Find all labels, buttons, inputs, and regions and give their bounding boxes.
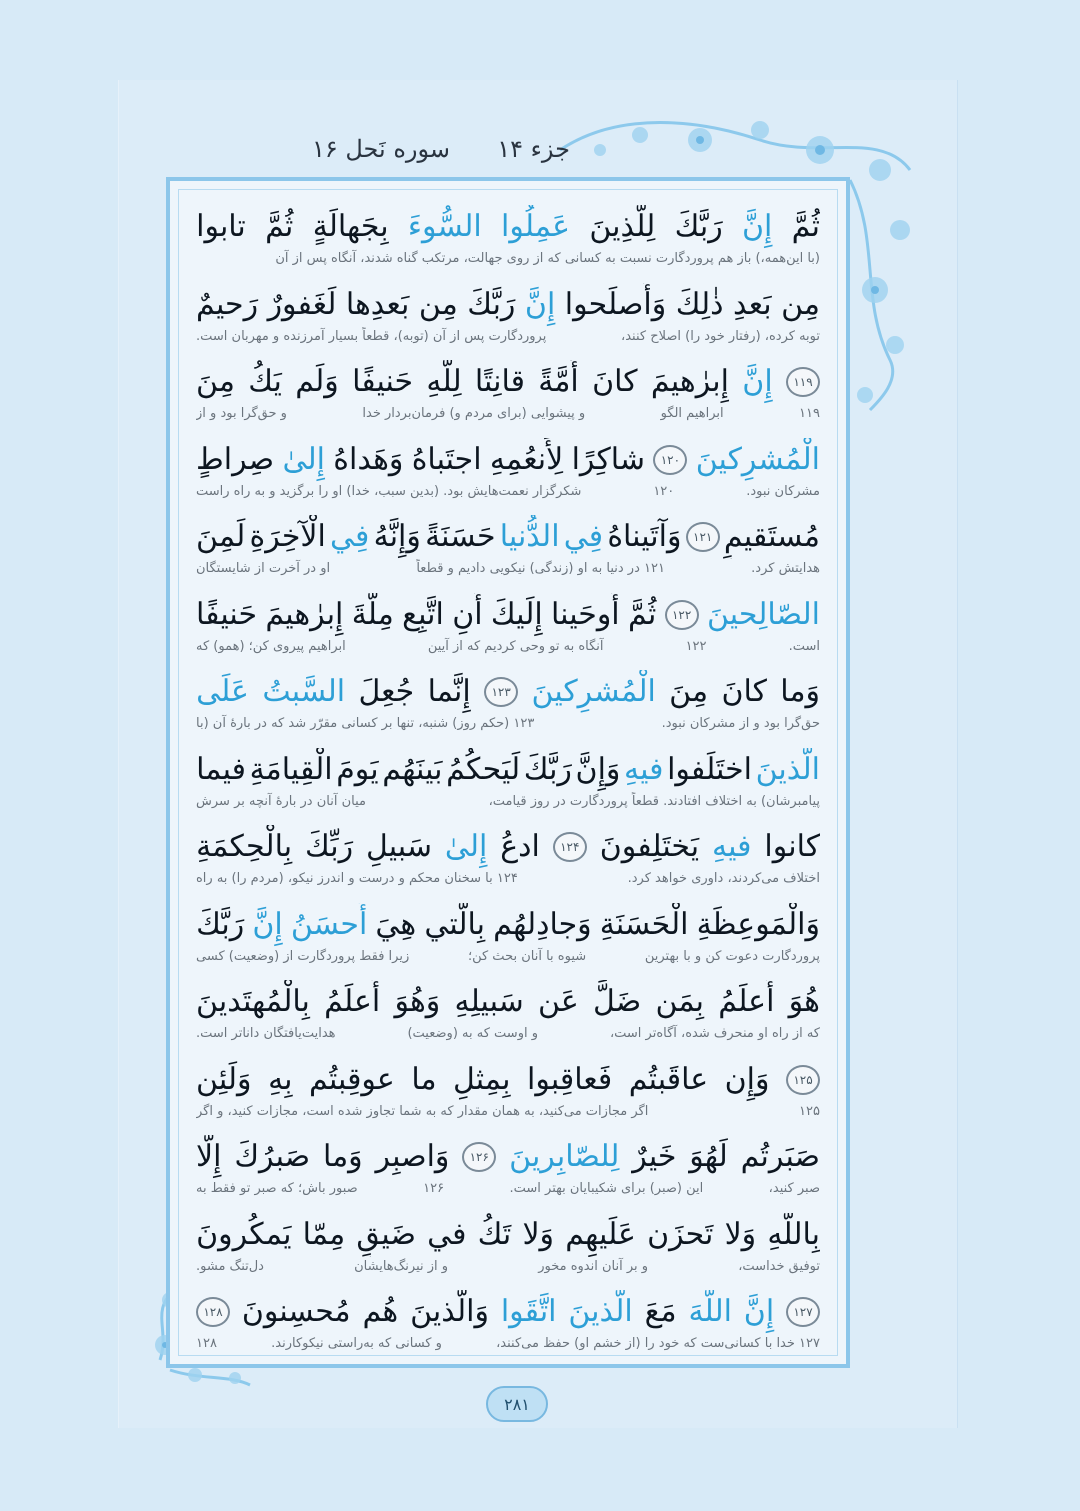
page-number: ۲۸۱	[486, 1386, 548, 1422]
arabic-word: وَإِنَّ	[575, 751, 621, 787]
arabic-word: اتَّقَوا	[500, 1294, 557, 1329]
arabic-text	[196, 438, 820, 482]
arabic-word: بِهِ	[268, 1061, 293, 1097]
arabic-word: وَاصبِر	[375, 1139, 450, 1174]
arabic-word: الْمُشرِكينَ	[695, 441, 820, 477]
arabic-word: عاقَبتُم	[628, 1061, 709, 1097]
arabic-word: لَيَحكُمُ	[446, 751, 521, 787]
verse-line	[196, 1290, 820, 1368]
translation-segment: پروردگارت پس از آن (توبه)، قطعاً بسیار آمرزنده و مهربان است.	[196, 328, 547, 344]
arabic-word: وَإِن	[724, 1061, 770, 1097]
translation-segment: آنگاه به تو وحی کردیم که از آیین	[427, 638, 604, 654]
persian-translation	[196, 482, 820, 504]
arabic-word: عَلَى	[196, 674, 249, 709]
arabic-word: لِلصّابِرينَ	[509, 1139, 620, 1174]
arabic-word: إِلَيكَ	[490, 596, 543, 632]
arabic-word: مِن	[781, 286, 820, 322]
arabic-word: وَلَئِن	[196, 1061, 252, 1097]
translation-segment: و پیشوایی (برای مردم و) فرمان‌بردار خدا	[362, 406, 586, 421]
ayah-number-marker: ۱۲۸	[196, 1297, 230, 1327]
arabic-word: مُحسِنونَ	[241, 1294, 351, 1329]
translation-segment: صبور باش؛ که صبر تو فقط به	[196, 1181, 358, 1196]
arabic-word: فيهِ	[624, 751, 664, 787]
arabic-word: حَنيفًا	[352, 364, 414, 399]
translation-segment: ۱۲۳ (حکم روز) شنبه، تنها بر کسانی مقرّر شد که در بارهٔ آن (با	[196, 716, 535, 731]
persian-translation	[196, 869, 820, 891]
translation-segment: زیرا فقط پروردگارت از (وضعیت) کسی	[196, 948, 410, 964]
ayah-number-marker: ۱۲۱	[686, 522, 720, 552]
arabic-word: لَمِنَ	[196, 519, 246, 554]
arabic-word: إِنَّ	[743, 1294, 775, 1329]
arabic-word: مِلَّةَ	[351, 596, 394, 632]
arabic-word: وَلا	[724, 1216, 757, 1252]
translation-segment: شکرگزار نعمت‌هایش بود. (بدین سبب، خدا) او را برگزید و به راه راست	[196, 483, 582, 499]
verse-line	[196, 1135, 820, 1213]
arabic-word: مِمّا	[302, 1216, 346, 1252]
arabic-word: وَلا	[522, 1216, 555, 1252]
arabic-word: الَّذينَ	[568, 1294, 633, 1329]
arabic-word: أُمَّةً	[538, 364, 579, 399]
arabic-word: تَكُ	[477, 1216, 512, 1252]
arabic-word: الصّالِحينَ	[706, 596, 820, 632]
arabic-word: خَيرٌ	[632, 1139, 677, 1174]
arabic-word: سَبيلِهِ	[454, 984, 524, 1019]
arabic-word: بِمَن	[655, 984, 705, 1019]
arabic-word: يَكُ	[248, 364, 282, 399]
arabic-word: ذٰلِكَ	[675, 286, 724, 322]
arabic-word: حَسَنَةً	[425, 519, 496, 554]
page-header	[300, 135, 600, 171]
arabic-text	[196, 903, 820, 947]
arabic-word: فيما	[196, 751, 246, 787]
arabic-word: يَختَلِفونَ	[599, 829, 700, 864]
translation-segment: اگر مجازات می‌کنید، به همان مقدار که به شما تجاوز شده است، مجازات کنید، و اگر	[196, 1103, 649, 1119]
translation-segment: دل‌تنگ مشو.	[196, 1258, 264, 1274]
arabic-word: ثُمَّ	[265, 209, 294, 244]
arabic-word: فيهِ	[712, 829, 752, 864]
arabic-text	[196, 1290, 820, 1334]
arabic-word: وَالْمَوعِظَةِ	[696, 906, 820, 942]
arabic-word: بِالْحِكمَةِ	[196, 829, 293, 864]
arabic-word: أَحسَنُ	[290, 906, 368, 942]
translation-segment: ۱۲۶	[423, 1181, 445, 1196]
translation-segment: میان آنان در بارهٔ آنچه بر سرش	[196, 793, 366, 809]
persian-translation	[196, 637, 820, 659]
persian-translation	[196, 327, 820, 349]
arabic-word: لَهُوَ	[689, 1139, 728, 1174]
arabic-text	[196, 1058, 820, 1102]
verse-line	[196, 593, 820, 671]
ayah-number-marker: ۱۲۶	[462, 1142, 496, 1172]
translation-segment: پروردگارت دعوت کن و با بهترین	[644, 948, 820, 964]
translation-segment: ۱۲۲	[685, 638, 707, 654]
arabic-word: رَبَّكَ	[674, 209, 723, 244]
arabic-word: بَعدِ	[733, 286, 772, 322]
arabic-word: حَنيفًا	[196, 596, 257, 632]
translation-segment: او در آخرت از شایستگان	[196, 561, 331, 576]
arabic-word: لَغَفورٌ	[267, 286, 337, 322]
ayah-number-marker: ۱۲۷	[786, 1297, 820, 1327]
verse-line	[196, 283, 820, 361]
arabic-word: وَأَصلَحوا	[564, 286, 667, 322]
verse-lines	[196, 205, 820, 1368]
arabic-text	[196, 980, 820, 1024]
ayah-number-marker: ۱۱۹	[786, 367, 820, 397]
arabic-word: رَبَّكَ	[523, 751, 572, 787]
arabic-word: كانَ	[592, 364, 638, 399]
persian-translation	[196, 792, 820, 814]
translation-segment: ۱۲۵	[799, 1103, 820, 1119]
arabic-word: إِنَّ	[252, 906, 283, 942]
translation-segment: ۱۲۷ خدا با کسانی‌ست که خود را (از خشم او) حفظ می‌کنند،	[496, 1336, 820, 1351]
arabic-word: صِراطٍ	[196, 441, 275, 477]
translation-segment: هدایتش کرد.	[751, 561, 820, 576]
translation-segment: صبر کنید،	[768, 1181, 820, 1196]
arabic-word: تابوا	[196, 209, 246, 244]
arabic-word: أَنِ	[452, 596, 483, 632]
arabic-text	[196, 1135, 820, 1179]
arabic-word: إِلىٰ	[282, 441, 325, 477]
arabic-word: لِلَّهِ	[426, 364, 462, 399]
arabic-word: كانوا	[764, 829, 820, 864]
arabic-word: وَلَم	[295, 364, 339, 399]
arabic-word: جُعِلَ	[358, 674, 415, 709]
arabic-word: بَعدِها	[345, 286, 410, 322]
arabic-word: أَعلَمُ	[718, 984, 775, 1019]
arabic-word: رَبِّكَ	[304, 829, 354, 864]
arabic-word: اختَلَفوا	[667, 751, 752, 787]
translation-segment: و کسانی که به‌راستی نیکوکارند.	[271, 1336, 442, 1351]
arabic-word: يَومَ	[336, 751, 379, 787]
translation-segment: و حق‌گرا بود و از	[196, 406, 287, 421]
arabic-word: الْحَسَنَةِ	[599, 906, 689, 942]
arabic-word: عوقِبتُم	[309, 1061, 395, 1097]
translation-segment: توفیق خداست،	[738, 1258, 820, 1274]
arabic-word: رَبَّكَ	[467, 286, 516, 322]
arabic-word: هِيَ	[375, 906, 417, 942]
translation-segment: مشرکان نبود.	[746, 483, 820, 499]
arabic-word: فَعاقِبوا	[527, 1061, 613, 1097]
arabic-text	[196, 670, 820, 714]
arabic-word: السُّوءَ	[407, 209, 482, 244]
translation-segment: ۱۲۴ با سخنان محکم و درست و اندرز نیکو، (مردم را) به راه	[196, 871, 518, 886]
arabic-word: الدُّنيا	[499, 519, 560, 554]
arabic-word: إِبرٰهيمَ	[650, 364, 729, 399]
arabic-word: بَينَهُم	[382, 751, 443, 787]
translation-segment: که از راه او منحرف شده، آگاه‌تر است،	[609, 1026, 820, 1041]
verse-line	[196, 205, 820, 283]
translation-segment: ۱۲۰	[653, 483, 675, 499]
verse-line	[196, 748, 820, 826]
translation-segment: ابراهیم الگو	[660, 406, 724, 421]
arabic-word: وَالَّذينَ	[410, 1294, 489, 1329]
arabic-word: بِجَهالَةٍ	[312, 209, 389, 244]
arabic-text	[196, 515, 820, 559]
arabic-word: مُستَقيمٍ	[723, 519, 820, 554]
translation-segment: ابراهیم پیروی کن؛ (همو) که	[196, 638, 346, 654]
arabic-word: رَحيمٌ	[196, 286, 259, 322]
translation-segment: ۱۲۸	[196, 1336, 217, 1351]
arabic-word: إِلّا	[196, 1139, 222, 1174]
persian-translation	[196, 559, 820, 581]
arabic-word: إِلىٰ	[444, 829, 488, 864]
translation-segment: توبه کرده، (رفتار خود را) اصلاح کنند،	[621, 328, 820, 344]
translation-segment: و بر آنان اندوه مخور	[538, 1258, 649, 1274]
arabic-word: مِنَ	[669, 674, 709, 709]
persian-translation	[196, 947, 820, 969]
arabic-word: شاكِرًا	[571, 441, 646, 477]
ayah-number-marker: ۱۲۴	[553, 832, 587, 862]
arabic-text	[196, 205, 820, 249]
arabic-word: اتَّبِع	[402, 596, 444, 632]
arabic-word: بِمِثلِ	[453, 1061, 511, 1097]
arabic-word: إِنَّ	[524, 286, 556, 322]
translation-segment: ۱۲۱ در دنیا به او (زندگی) نیکویی دادیم و قطعاً	[416, 561, 665, 576]
arabic-word: بِالْمُهتَدينَ	[196, 984, 310, 1019]
verse-line	[196, 438, 820, 516]
translation-segment: شیوه با آنان بحث کن؛	[467, 948, 587, 964]
arabic-word: ثُمَّ	[791, 209, 820, 244]
arabic-word: مِنَ	[196, 364, 235, 399]
arabic-word: مِن	[418, 286, 458, 322]
verse-line	[196, 1058, 820, 1136]
arabic-word: ما	[411, 1061, 437, 1097]
arabic-word: تَحزَن	[647, 1216, 714, 1252]
arabic-word: الْآخِرَةِ	[249, 519, 326, 554]
arabic-word: وَإِنَّهُ	[373, 519, 421, 554]
arabic-word: كانَ	[721, 674, 767, 709]
translation-segment: اختلاف می‌کردند، داوری خواهد کرد.	[627, 871, 820, 886]
arabic-word: عَن	[538, 984, 579, 1019]
persian-translation	[196, 1024, 820, 1046]
arabic-word: يَمكُرونَ	[196, 1216, 292, 1252]
arabic-word: اجتَباهُ	[411, 441, 482, 477]
arabic-word: وَهَداهُ	[333, 441, 404, 477]
translation-segment: (با این‌همه،) باز هم پروردگارت نسبت به کسانی که از روی جهالت، مرتکب گناه شدند، آنگاه پس از آن	[275, 251, 820, 266]
arabic-word: هُم	[362, 1294, 399, 1329]
translation-segment: است.	[788, 638, 820, 654]
arabic-word: إِنَّ	[742, 364, 773, 399]
translation-segment: هدایت‌یافتگان داناتر است.	[196, 1026, 336, 1041]
arabic-word: فِي	[563, 519, 604, 554]
verse-line	[196, 670, 820, 748]
arabic-word: عَلَيهِم	[565, 1216, 636, 1252]
arabic-word: عَمِلُوا	[501, 209, 571, 244]
arabic-text	[196, 748, 820, 792]
arabic-word: صَبرُكَ	[234, 1139, 311, 1174]
arabic-word: أَعلَمُ	[324, 984, 381, 1019]
verse-line	[196, 515, 820, 593]
translation-segment: حق‌گرا بود و از مشرکان نبود.	[661, 716, 820, 731]
arabic-text	[196, 593, 820, 637]
arabic-word: مَعَ	[644, 1294, 677, 1329]
persian-translation	[196, 1179, 820, 1201]
arabic-word: فِي	[330, 519, 370, 554]
arabic-word: وَجادِلهُم	[493, 906, 592, 942]
ayah-number-marker: ۱۲۰	[653, 445, 687, 475]
translation-segment: این (صبر) برای شکیبایان بهتر است.	[509, 1181, 704, 1196]
persian-translation	[196, 1102, 820, 1124]
arabic-word: لِلَّذِينَ	[589, 209, 656, 244]
translation-segment: پیامبرشان) به اختلاف افتادند. قطعاً پروردگارت در روز قیامت،	[488, 793, 820, 809]
arabic-word: قانِتًا	[474, 364, 525, 399]
arabic-word: وَهُوَ	[394, 984, 441, 1019]
verse-line	[196, 825, 820, 903]
arabic-word: صَبَرتُم	[740, 1139, 820, 1174]
arabic-word: اللَّهَ	[688, 1294, 732, 1329]
arabic-word: ثُمَّ	[627, 596, 657, 632]
arabic-word: ادعُ	[500, 829, 540, 864]
arabic-text	[196, 825, 820, 869]
verse-line	[196, 980, 820, 1058]
arabic-word: وَآتَيناهُ	[607, 519, 682, 554]
arabic-word: في	[427, 1216, 467, 1252]
arabic-word: رَبَّكَ	[196, 906, 245, 942]
arabic-word: الْقِيامَةِ	[249, 751, 333, 787]
ayah-number-marker: ۱۲۲	[665, 600, 699, 630]
arabic-word: الَّذينَ	[755, 751, 820, 787]
arabic-word: ضَلَّ	[593, 984, 642, 1019]
translation-segment: ۱۱۹	[799, 406, 820, 421]
arabic-word: بِالَّتي	[424, 906, 486, 942]
persian-translation	[196, 249, 820, 271]
arabic-word: بِاللَّهِ	[767, 1216, 820, 1252]
arabic-word: إِنَّ	[742, 209, 773, 244]
arabic-text	[196, 360, 820, 404]
arabic-word: السَّبتُ	[262, 674, 346, 709]
surah-label: سوره نَحل ۱۶	[311, 135, 450, 163]
arabic-word: أَوحَينا	[551, 596, 620, 632]
arabic-word: إِنَّما	[427, 674, 471, 709]
arabic-word: وَما	[322, 1139, 363, 1174]
ayah-number-marker: ۱۲۳	[484, 677, 518, 707]
arabic-word: هُوَ	[788, 984, 820, 1019]
verse-line	[196, 1213, 820, 1291]
persian-translation	[196, 1334, 820, 1356]
translation-segment: و اوست که به (وضعیت)	[407, 1026, 538, 1041]
ayah-number-marker: ۱۲۵	[786, 1065, 820, 1095]
translation-segment: و از نیرنگ‌هایشان	[354, 1258, 449, 1274]
arabic-word: وَما	[780, 674, 820, 709]
persian-translation	[196, 714, 820, 736]
arabic-word: ضَيقٍ	[356, 1216, 416, 1252]
persian-translation	[196, 1257, 820, 1279]
arabic-word: سَبيلِ	[366, 829, 432, 864]
verse-line	[196, 903, 820, 981]
verse-line	[196, 360, 820, 438]
arabic-word: لِأَنعُمِهِ	[489, 441, 564, 477]
arabic-text	[196, 283, 820, 327]
arabic-word: إِبرٰهيمَ	[265, 596, 344, 632]
arabic-text	[196, 1213, 820, 1257]
arabic-word: الْمُشرِكينَ	[531, 674, 656, 709]
persian-translation	[196, 404, 820, 426]
juz-label: جزء ۱۴	[497, 135, 570, 163]
